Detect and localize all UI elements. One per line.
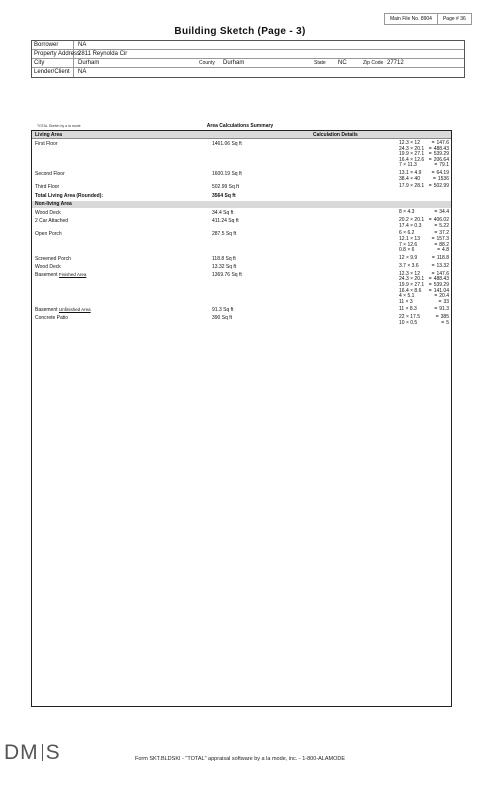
non-living-area-rows <box>32 210 451 326</box>
equals-sign: = <box>428 156 432 163</box>
area-value: 91.3 Sq ft <box>212 307 234 314</box>
calculation-details-header: Calculation Details <box>313 132 358 138</box>
zip-value: 27712 <box>387 60 404 66</box>
property-info-table <box>31 40 465 78</box>
sketch-software-note: TOTAL Sketch by a la mode <box>37 124 81 128</box>
equals-sign: = <box>428 151 432 158</box>
calculation-line <box>399 210 449 216</box>
area-name <box>32 307 212 313</box>
equals-sign: = <box>437 247 441 254</box>
calc-result: 147.6 <box>436 140 449 146</box>
calc-expression: 38.4 × 40 <box>399 175 420 182</box>
area-row <box>32 171 451 182</box>
calc-result: 157.3 <box>436 235 449 242</box>
area-name <box>32 272 212 306</box>
calc-result: 37.2 <box>439 230 449 237</box>
calc-expression: 12.1 × 13 <box>399 235 420 242</box>
address-value: 2811 Reynolda Cir <box>78 51 128 57</box>
calc-expression: 6 × 6.2 <box>399 230 415 237</box>
equals-sign: = <box>434 306 438 313</box>
county-value: Durham <box>223 60 245 66</box>
calculation-list <box>399 184 451 190</box>
calculation-line <box>399 256 449 262</box>
calc-expression: 19.9 × 27.1 <box>399 151 425 158</box>
calc-result: 488.43 <box>433 276 449 283</box>
area-name <box>32 231 212 253</box>
equals-sign: = <box>434 293 438 300</box>
calculation-list <box>399 231 451 253</box>
calculation-line <box>399 177 449 183</box>
equals-sign: = <box>434 209 438 216</box>
area-name-text: Screened Porch <box>35 255 71 262</box>
calc-result-group <box>432 256 449 262</box>
total-label: Total Living Area (Rounded): <box>35 193 104 200</box>
calc-expression: 22 × 17.5 <box>399 314 420 321</box>
address-label: Property Address <box>34 51 81 57</box>
area-row <box>32 184 451 190</box>
area-row <box>32 210 451 216</box>
calc-result: 13.32 <box>436 262 449 269</box>
calculation-line <box>399 184 449 190</box>
calc-result: 1536 <box>437 175 449 182</box>
area-value: 1600.19 Sq ft <box>212 170 242 177</box>
calc-result: 488.43 <box>433 145 449 152</box>
equals-sign: = <box>434 230 438 237</box>
equals-sign: = <box>428 217 432 224</box>
equals-sign: = <box>431 140 435 146</box>
calc-expression: 8 × 4.3 <box>399 209 415 216</box>
calc-result-group <box>437 248 449 254</box>
living-area-rows <box>32 141 451 190</box>
equals-sign: = <box>434 241 438 248</box>
calc-expression: 24.3 × 20.1 <box>399 145 425 152</box>
calc-expression: 12.3 × 12 <box>399 270 420 277</box>
calc-expression: 17.4 × 0.3 <box>399 222 422 229</box>
state-label: State <box>314 60 326 66</box>
area-row <box>32 315 451 326</box>
address-row <box>32 50 464 59</box>
area-name <box>32 264 212 270</box>
area-row <box>32 307 451 313</box>
calc-expression: 24.3 × 20.1 <box>399 276 425 283</box>
calc-result-group <box>434 210 449 216</box>
table-header <box>32 131 451 139</box>
calc-expression: 3.7 × 3.6 <box>399 262 419 269</box>
calc-result-group <box>429 184 449 190</box>
area-name-text: 2 Car Attached <box>35 218 69 225</box>
calc-result: 206.64 <box>433 156 449 163</box>
city-label: City <box>32 59 74 67</box>
area-calculations-table <box>31 130 452 707</box>
area-name-text: Concrete Patio <box>35 315 69 322</box>
calc-result: 118.8 <box>436 254 449 261</box>
calc-result-group <box>433 177 449 183</box>
county-label: County <box>199 60 215 66</box>
borrower-value: NA <box>78 42 87 48</box>
equals-sign: = <box>431 270 435 277</box>
calc-result: 34.4 <box>439 209 449 216</box>
area-name-text: Wood Deck <box>35 210 61 217</box>
area-name-text: Third Floor <box>35 184 60 191</box>
area-row <box>32 272 451 306</box>
equals-sign: = <box>431 169 435 176</box>
total-value: 3564 Sq ft <box>212 193 236 200</box>
calc-expression: 13.1 × 4.9 <box>399 169 422 176</box>
page-title: Building Sketch (Page - 3) <box>174 26 306 37</box>
borrower-label: Borrower <box>32 41 74 49</box>
calculation-list <box>399 264 451 270</box>
equals-sign: = <box>428 183 432 190</box>
calculation-list <box>399 171 451 182</box>
area-value: 118.8 Sq ft <box>212 255 236 262</box>
calculation-line <box>399 163 449 169</box>
area-value: 502.99 Sq ft <box>212 184 239 191</box>
area-name-text: Open Porch <box>35 231 62 238</box>
area-value: 13.32 Sq ft <box>212 263 237 270</box>
calc-expression: 12 × 9.9 <box>399 254 418 261</box>
calculation-list <box>399 256 451 262</box>
calc-result: 147.6 <box>436 270 449 277</box>
calc-result: 88.2 <box>439 241 449 248</box>
area-row <box>32 231 451 253</box>
calc-expression: 16.4 × 8.6 <box>399 287 422 294</box>
calc-expression: 4 × 5.1 <box>399 293 415 300</box>
calc-result: 64.19 <box>436 169 449 176</box>
area-name <box>32 184 212 190</box>
calculation-list <box>399 307 451 313</box>
calculation-line <box>399 321 449 327</box>
equals-sign: = <box>431 262 435 269</box>
area-row <box>32 264 451 270</box>
calc-result: 5 <box>446 319 449 326</box>
calc-result: 502.99 <box>433 183 449 190</box>
calc-result-group <box>441 321 449 327</box>
calc-result: 33 <box>443 298 449 305</box>
area-subtype: Unfinished Area <box>58 307 91 313</box>
area-name-text: Second Floor <box>35 170 65 177</box>
equals-sign: = <box>438 298 442 305</box>
area-name <box>32 256 212 262</box>
area-value: 287.5 Sq ft <box>212 231 237 238</box>
calc-result: 385 <box>440 314 449 321</box>
equals-sign: = <box>428 281 432 288</box>
calc-result: 20.4 <box>439 293 449 300</box>
area-name-text: Wood Deck <box>35 263 61 270</box>
borrower-row <box>32 41 464 50</box>
calculation-line <box>399 307 449 313</box>
calc-result-group <box>434 224 449 230</box>
calc-expression: 19.9 × 27.1 <box>399 281 425 288</box>
area-name-text: Basement <box>35 271 58 278</box>
calculation-list <box>399 272 451 306</box>
zip-label: Zip Code <box>363 60 384 66</box>
calc-expression: 20.2 × 20.1 <box>399 217 425 224</box>
page-number: Page # 36 <box>437 14 471 24</box>
calc-result: 91.3 <box>439 306 449 313</box>
calc-expression: 7 × 11.3 <box>399 162 417 169</box>
area-value: 1369.76 Sq ft <box>212 271 242 278</box>
lender-label: Lender/Client <box>32 68 74 77</box>
main-file-number: Main File No. 8904 <box>390 16 432 22</box>
calc-expression: 10 × 0.5 <box>399 319 418 326</box>
calc-expression: 12.3 × 12 <box>399 140 420 146</box>
calc-result: 79.1 <box>439 162 449 169</box>
calc-expression: 16.4 × 12.6 <box>399 156 425 163</box>
summary-title: Area Calculations Summary <box>206 123 274 129</box>
calc-result: 406.02 <box>433 217 449 224</box>
area-name <box>32 218 212 229</box>
city-row <box>32 59 464 68</box>
equals-sign: = <box>434 222 438 229</box>
calc-result-group <box>434 163 449 169</box>
calculation-line <box>399 248 449 254</box>
equals-sign: = <box>431 254 435 261</box>
city-value: Durham <box>78 60 100 66</box>
calc-result: 4.8 <box>442 247 449 254</box>
equals-sign: = <box>428 145 432 152</box>
calculation-list <box>399 141 451 169</box>
total-living-area-row <box>32 193 451 199</box>
calculation-list <box>399 210 451 216</box>
calculation-line <box>399 224 449 230</box>
calc-result: 141.04 <box>433 287 449 294</box>
equals-sign: = <box>435 314 439 321</box>
equals-sign: = <box>441 319 445 326</box>
area-value: 1461.06 Sq ft <box>212 141 242 147</box>
area-name-text: Basement <box>35 307 58 314</box>
area-row <box>32 141 451 169</box>
area-value: 411.24 Sq ft <box>212 218 239 225</box>
logo-text-right: S <box>45 741 61 764</box>
equals-sign: = <box>434 162 438 169</box>
area-name <box>32 315 212 326</box>
calculation-line <box>399 300 449 306</box>
file-number-box <box>384 13 472 25</box>
lender-value: NA <box>78 69 87 75</box>
logo-text-left: DM <box>4 741 39 764</box>
calculation-list <box>399 218 451 229</box>
non-living-area-header: Non-living Area <box>32 201 451 208</box>
area-name-text: First Floor <box>35 141 58 147</box>
equals-sign: = <box>431 235 435 242</box>
living-area-header: Living Area <box>35 132 63 138</box>
calc-expression: 11 × 8.3 <box>399 306 417 313</box>
area-row <box>32 218 451 229</box>
calc-result: 5.22 <box>439 222 449 229</box>
calc-expression: 11 × 3 <box>399 298 413 305</box>
area-name <box>32 141 212 169</box>
area-value: 34.4 Sq ft <box>212 210 234 217</box>
calc-result: 539.29 <box>433 151 449 158</box>
calc-expression: 17.9 × 28.1 <box>399 183 425 190</box>
calc-result: 539.29 <box>433 281 449 288</box>
calc-expression: 0.8 × 6 <box>399 247 415 254</box>
lender-row <box>32 68 464 77</box>
form-footer: Form SKT.BLDSKI - "TOTAL" appraisal software by a la mode, inc. - 1-800-ALAMODE <box>134 756 346 762</box>
calculation-list <box>399 315 451 326</box>
equals-sign: = <box>428 276 432 283</box>
calc-result-group <box>434 307 449 313</box>
state-value: NC <box>338 60 347 66</box>
calc-expression: 7 × 12.6 <box>399 241 418 248</box>
area-name <box>32 171 212 182</box>
area-row <box>32 256 451 262</box>
area-value: 390 Sq ft <box>212 315 233 322</box>
calculation-line <box>399 264 449 270</box>
equals-sign: = <box>428 287 432 294</box>
equals-sign: = <box>432 175 436 182</box>
calc-result-group <box>432 264 449 270</box>
area-name <box>32 210 212 216</box>
calc-result-group <box>439 300 449 306</box>
area-subtype: Finished Area <box>58 271 87 277</box>
